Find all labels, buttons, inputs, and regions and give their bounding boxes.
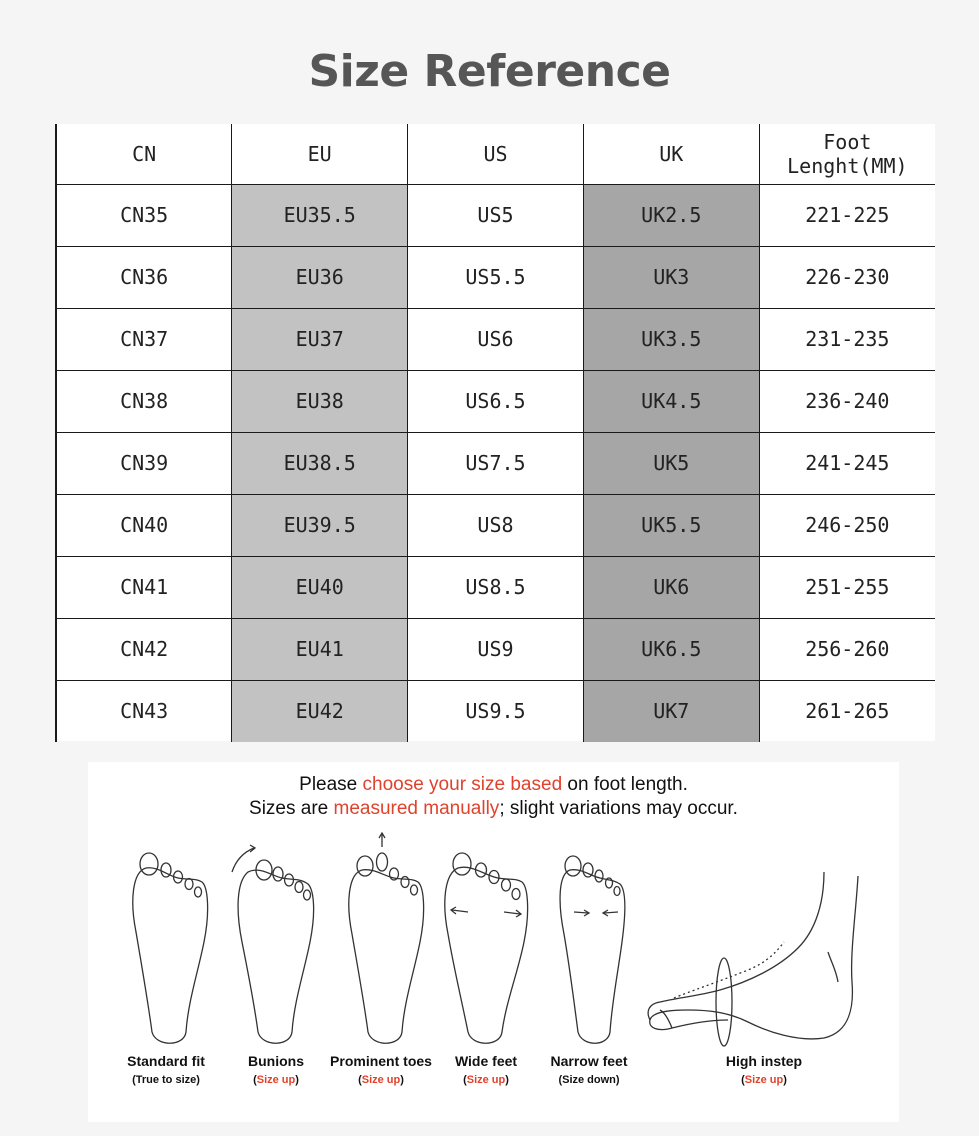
foot-type-label: Prominent toes (330, 1053, 432, 1069)
uk-cell: UK5 (583, 432, 759, 494)
foot-length-cell: 231-235 (759, 308, 935, 370)
hint-paren-open: ( (358, 1074, 362, 1086)
hint-text: Size up (256, 1074, 296, 1086)
page-title: Size Reference (308, 46, 671, 97)
cn-cell: CN37 (56, 308, 232, 370)
us-cell: US7.5 (408, 432, 584, 494)
foot-type-label: Narrow feet (550, 1053, 628, 1069)
foot-length-cell: 246-250 (759, 494, 935, 556)
foot-type-hint (358, 1074, 404, 1086)
eu-cell: EU36 (232, 246, 408, 308)
cn-cell: CN36 (56, 246, 232, 308)
uk-cell: UK2.5 (583, 184, 759, 246)
narrow-foot-icon (560, 856, 625, 1043)
foot-type-label: Wide feet (454, 1053, 518, 1069)
hint-paren-open: ( (463, 1074, 467, 1086)
uk-cell: UK6 (583, 556, 759, 618)
note-line-2-a: Sizes are (249, 798, 334, 819)
foot-type-hint (558, 1074, 619, 1086)
us-cell: US8.5 (408, 556, 584, 618)
eu-cell: EU41 (232, 618, 408, 680)
hint-text: Size up (361, 1074, 401, 1086)
note-line-2-emphasis: measured manually (333, 798, 500, 819)
hint-paren-close: ) (295, 1074, 299, 1086)
cn-cell: CN38 (56, 370, 232, 432)
eu-cell: EU39.5 (232, 494, 408, 556)
table-row (56, 432, 935, 494)
us-cell: US8 (408, 494, 584, 556)
us-cell: US6.5 (408, 370, 584, 432)
foot-length-cell: 241-245 (759, 432, 935, 494)
hint-paren-close: ) (783, 1074, 787, 1086)
foot-type-hint (741, 1074, 787, 1086)
uk-cell: UK4.5 (583, 370, 759, 432)
hint-paren-open: ( (253, 1074, 257, 1086)
eu-cell: EU38 (232, 370, 408, 432)
bunions-foot-icon (232, 845, 314, 1043)
hint-paren-open: ( (132, 1074, 136, 1086)
header-eu: EU (232, 124, 408, 184)
table-row (56, 370, 935, 432)
table-row (56, 184, 935, 246)
table-row (56, 246, 935, 308)
size-chart-table (55, 124, 935, 742)
us-cell: US5.5 (408, 246, 584, 308)
foot-illustrations (88, 832, 899, 1072)
note-line-2 (88, 798, 899, 820)
hint-paren-close: ) (196, 1074, 200, 1086)
size-table (55, 124, 935, 741)
eu-cell: EU38.5 (232, 432, 408, 494)
eu-cell: EU40 (232, 556, 408, 618)
uk-cell: UK5.5 (583, 494, 759, 556)
prominent-toes-foot-icon (349, 833, 424, 1043)
us-cell: US9.5 (408, 680, 584, 742)
hint-paren-close: ) (615, 1074, 620, 1086)
foot-length-cell: 256-260 (759, 618, 935, 680)
hint-text: True to size (135, 1074, 197, 1086)
us-cell: US9 (408, 618, 584, 680)
hint-text: Size down (562, 1074, 616, 1086)
header-uk: UK (583, 124, 759, 184)
foot-type-hint (463, 1074, 509, 1086)
hint-paren-open: ( (558, 1074, 563, 1086)
cn-cell: CN41 (56, 556, 232, 618)
note-line-1 (88, 774, 899, 796)
foot-length-cell: 261-265 (759, 680, 935, 742)
wide-foot-icon (445, 853, 528, 1043)
foot-length-cell: 226-230 (759, 246, 935, 308)
foot-type-hint (253, 1074, 299, 1086)
foot-length-cell: 251-255 (759, 556, 935, 618)
note-line-2-b: ; slight variations may occur. (499, 798, 738, 819)
eu-cell: EU37 (232, 308, 408, 370)
hint-paren-close: ) (505, 1074, 509, 1086)
hint-text: Size up (744, 1074, 784, 1086)
foot-length-cell: 236-240 (759, 370, 935, 432)
hint-text: Size up (466, 1074, 506, 1086)
header-us: US (408, 124, 584, 184)
cn-cell: CN42 (56, 618, 232, 680)
cn-cell: CN39 (56, 432, 232, 494)
table-row (56, 494, 935, 556)
header-cn: CN (56, 124, 232, 184)
uk-cell: UK6.5 (583, 618, 759, 680)
fit-guide-panel (88, 762, 899, 1122)
us-cell: US5 (408, 184, 584, 246)
table-row (56, 680, 935, 742)
foot-type-label: High instep (725, 1053, 803, 1069)
foot-type-hint (132, 1074, 200, 1086)
uk-cell: UK3 (583, 246, 759, 308)
cn-cell: CN40 (56, 494, 232, 556)
high-instep-foot-icon (648, 872, 858, 1046)
table-header-row (56, 124, 935, 184)
eu-cell: EU35.5 (232, 184, 408, 246)
table-row (56, 308, 935, 370)
note-line-1-emphasis: choose your size based (362, 774, 563, 795)
hint-paren-open: ( (741, 1074, 745, 1086)
uk-cell: UK7 (583, 680, 759, 742)
us-cell: US6 (408, 308, 584, 370)
standard-foot-icon (133, 853, 208, 1043)
foot-length-cell: 221-225 (759, 184, 935, 246)
hint-paren-close: ) (400, 1074, 404, 1086)
uk-cell: UK3.5 (583, 308, 759, 370)
table-row (56, 618, 935, 680)
cn-cell: CN43 (56, 680, 232, 742)
note-line-1-a: Please (299, 774, 363, 795)
foot-type-label: Standard fit (127, 1053, 205, 1069)
header-foot-length: Foot Lenght(MM) (759, 124, 935, 184)
note-line-1-b: on foot length. (562, 774, 688, 795)
eu-cell: EU42 (232, 680, 408, 742)
foot-type-label: Bunions (248, 1053, 304, 1069)
cn-cell: CN35 (56, 184, 232, 246)
table-row (56, 556, 935, 618)
